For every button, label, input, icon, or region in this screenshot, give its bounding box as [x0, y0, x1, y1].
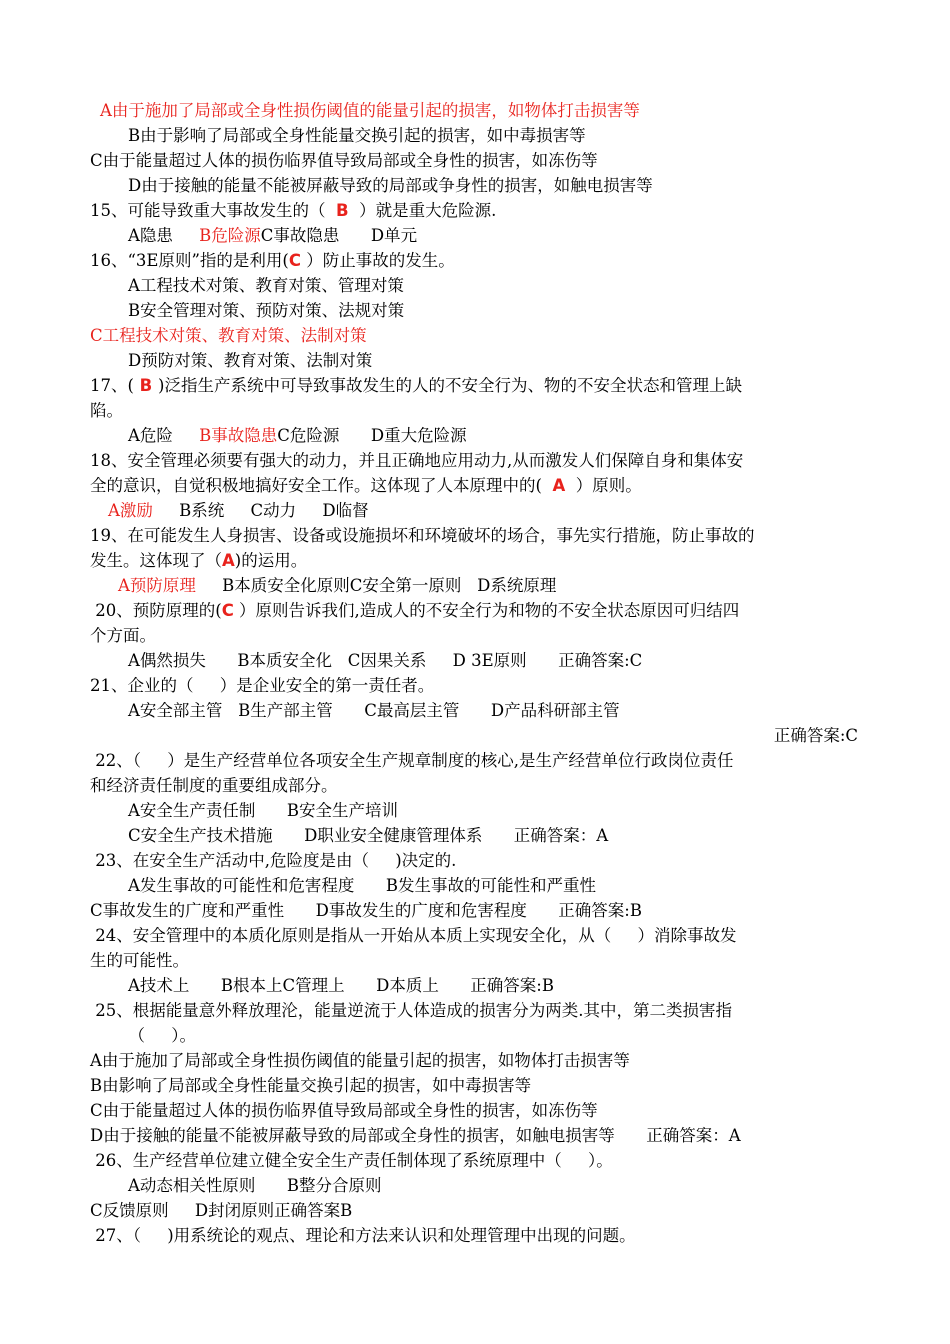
option-line: A由于施加了局部或全身性损伤阈值的能量引起的损害，如物体打击损害等: [100, 101, 640, 120]
options-23: A发生事故的可能性和危害程度 B发生事故的可能性和严重性: [128, 876, 597, 895]
options-26: C反馈原则 D封闭原则正确答案B: [90, 1201, 353, 1220]
option-text: B本质安全化原则C安全第一原则 D系统原理: [195, 576, 557, 595]
correct-option: C工程技术对策、教育对策、法制对策: [90, 326, 367, 345]
question-22: 22、（ ）是生产经营单位各项安全生产规章制度的核心,是生产经营单位行政岗位责任: [90, 751, 734, 770]
question-text: ）原则告诉我们,造成人的不安全行为和物的不安全状态原因可归结四: [233, 601, 740, 620]
question-text: 陷。: [90, 401, 123, 420]
question-26: 26、生产经营单位建立健全安全生产责任制体现了系统原理中（ ）。: [90, 1151, 613, 1170]
correct-answer: 正确答案:C: [773, 726, 858, 745]
options-24: A技术上 B根本上C管理上 D本质上 正确答案:B: [128, 976, 554, 995]
option-text: B系统 C动力 D临督: [152, 501, 369, 520]
question-text: [90, 475, 642, 497]
answer-mark: B: [133, 376, 159, 395]
options-19: [118, 575, 556, 597]
question-text: （ ）。: [118, 1026, 196, 1045]
options-18: [108, 500, 369, 522]
option-line: A由于施加了局部或全身性损伤阈值的能量引起的损害，如物体打击损害等: [90, 1051, 630, 1070]
answer-mark: C: [221, 601, 234, 620]
question-20: [90, 600, 739, 622]
option-line: D预防对策、教育对策、法制对策: [128, 351, 373, 370]
question-text: 发生。这体现了（: [90, 551, 222, 570]
correct-option: A预防原理: [118, 576, 196, 595]
option-line: B由影响了局部或全身性能量交换引起的损害，如中毒损害等: [90, 1076, 532, 1095]
options-23: C事故发生的广度和严重性 D事故发生的广度和危害程度 正确答案:B: [90, 901, 642, 920]
question-16: [90, 250, 455, 272]
question-18: 18、安全管理必须要有强大的动力，并且正确地应用动力,从而激发人们保障自身和集体安: [90, 451, 744, 470]
options-22: C安全生产技术措施 D职业安全健康管理体系 正确答案：A: [128, 826, 609, 845]
option-text: A隐患: [128, 226, 200, 245]
option-line: D由于接触的能量不能被屏蔽导致的局部或争身性的损害，如触电损害等: [128, 176, 653, 195]
correct-option: A激励: [108, 501, 153, 520]
question-text: 17、(: [90, 376, 134, 395]
question-23: 23、在安全生产活动中,危险度是由（ )决定的.: [90, 851, 457, 870]
question-25: 25、根据能量意外释放理沦，能量逆流于人体造成的损害分为两类.其中，第二类损害指: [90, 1001, 732, 1020]
answer-mark: C: [288, 251, 301, 270]
options-22: A安全生产责任制 B安全生产培训: [128, 801, 399, 820]
correct-option: B事故隐患: [199, 426, 278, 445]
question-text: )的运用。: [234, 551, 308, 570]
question-text: 15、可能导致重大事故发生的（: [90, 201, 336, 220]
question-text: 个方面。: [90, 626, 156, 645]
question-15: [90, 200, 496, 222]
question-text: 全的意识，自觉积极地搞好安全工作。这体现了人本原理中的(: [90, 476, 553, 495]
question-21: 21、企业的（ ）是企业安全的第一责任者。: [90, 676, 435, 695]
option-text: A危险: [128, 426, 200, 445]
options-26: A动态相关性原则 B整分合原则: [128, 1176, 382, 1195]
option-text: C危险源 D重大危险源: [277, 426, 467, 445]
option-line: B由于影响了局部或全身性能量交换引起的损害，如中毒损害等: [128, 126, 586, 145]
option-line: B安全管理对策、预防对策、法规对策: [128, 301, 405, 320]
options-21: A安全部主管 B生产部主管 C最高层主管 D产品科研部主管: [128, 701, 620, 720]
question-text: )泛指生产系统中可导致事故发生的人的不安全行为、物的不安全状态和管理上缺: [158, 376, 742, 395]
question-text: ）就是重大危险源.: [348, 201, 497, 220]
answer-mark: B: [336, 201, 349, 220]
question-text: ）原则。: [565, 476, 642, 495]
question-19: 19、在可能发生人身损害、设备或设施损坏和环境破坏的场合，事先实行措施，防止事故的: [90, 526, 755, 545]
question-text: 16、“3E原则”指的是利用(: [90, 251, 289, 270]
option-text: C事故隐患 D单元: [260, 226, 418, 245]
question-text: 20、预防原理的(: [90, 601, 222, 620]
option-line: D由于接触的能量不能被屏蔽导致的局部或全身性的损害，如触电损害等 正确答案：A: [90, 1126, 741, 1145]
options-20: A偶然损失 B本质安全化 C因果关系 D 3E原则 正确答案:C: [128, 651, 643, 670]
option-line: C由于能量超过人体的损伤临界值导致局部或全身性的损害，如冻伤等: [90, 151, 598, 170]
question-text: 生的可能性。: [90, 951, 189, 970]
correct-option: B危险源: [199, 226, 261, 245]
question-27: 27、（ )用系统论的观点、理论和方法来认识和处理管理中出现的问题。: [90, 1226, 636, 1245]
question-text: ）防止事故的发生。: [300, 251, 455, 270]
options-15: [128, 225, 417, 247]
options-17: [128, 425, 467, 447]
question-24: 24、安全管理中的本质化原则是指从一开始从本质上实现安全化，从（ ）消除事故发: [90, 926, 737, 945]
option-line: C由于能量超过人体的损伤临界值导致局部或全身性的损害，如冻伤等: [90, 1101, 598, 1120]
answer-mark: A: [552, 476, 566, 495]
question-text: [90, 550, 307, 572]
question-text: 和经济责任制度的重要组成部分。: [90, 776, 338, 795]
option-line: A工程技术对策、教育对策、管理对策: [128, 276, 404, 295]
answer-mark: A: [222, 551, 235, 570]
question-17: [90, 375, 742, 397]
